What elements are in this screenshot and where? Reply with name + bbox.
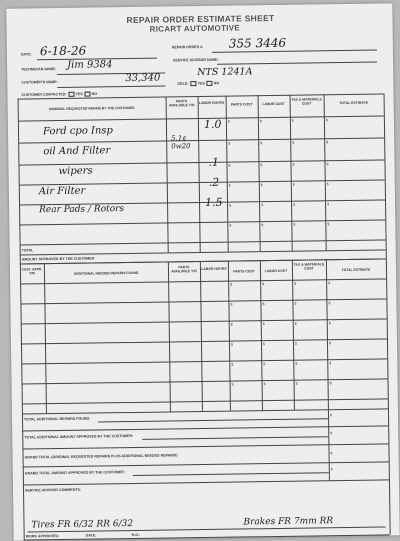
table-row: Air Filter <box>38 185 86 198</box>
requested-repairs-table: ORIGINAL REQUESTED REPAIR BY THE CUSTOMER PARTS AVAILABLE Y/N LABOR HOURS PARTS COST LABOR COST TAX & MATERIALS COST TOTAL ESTIMATE Ford cpo Insp 1.0 oil And Filter 5.1¢ 0w20 wipers .1 Air Filter .2 Rear Pads / Rotors 1.5 $ $ $ $ $ $ $ $ $ $ $ $ $ $ $ $ $ $ $ $ $ $ $ $ TOTAL AMOUNT APPROVED BY THE CUSTOMER <box>6 3 392 8</box>
col-total-estimate: TOTAL ESTIMATE <box>339 100 369 106</box>
service-advisor-value: NTS 1241A <box>197 66 253 79</box>
col-parts-available: PARTS AVAILABLE Y/N <box>171 265 197 274</box>
col-labor-hours: LABOR HOURS <box>201 266 227 272</box>
company-name: RICART AUTOMOTIVE <box>149 23 241 34</box>
work-approved-label: WORK APPROVED: <box>25 534 60 539</box>
col-total-estimate: TOTAL ESTIMATE <box>341 267 371 273</box>
parts-available-value: 5.1¢ 0w20 <box>171 134 191 151</box>
repair-order-label: REPAIR ORDER #: <box>171 44 204 50</box>
labor-hours-value: 1.5 <box>204 195 223 209</box>
repair-order-value: 355 3446 <box>228 35 287 51</box>
sold-yes-checkbox[interactable] <box>191 81 197 86</box>
sold-field: SOLD: YES NO <box>177 81 220 86</box>
amount-approved-label: AMOUNT APPROVED BY THE CUSTOMER <box>21 256 95 262</box>
additional-repairs-table: CUST. APPR. Y/N ADDITIONAL NEEDED REPAIRS FOUND PARTS AVAILABLE Y/N LABOR HOURS PARTS COST LABOR COST TAX & MATERIALS COST TOTAL ESTIMATE $ $ $ $ $ $ $ $ $ $ $ $ $ $ $ $ $ $ $ $ $ $ $ $ <box>6 3 392 8</box>
work-approved-ro-label: R.O.: <box>131 532 141 538</box>
contacted-no-checkbox[interactable] <box>85 92 91 97</box>
contacted-yes-checkbox[interactable] <box>68 92 74 97</box>
labor-hours-value: 1.0 <box>203 117 222 131</box>
technician-value: Jim 9384 <box>67 59 113 71</box>
grand-total-approved-label: GRAND TOTAL AMOUNT APPROVED BY THE CUSTOMER: <box>24 470 126 476</box>
col-tax-materials: TAX & MATERIALS COST <box>293 262 325 271</box>
col-parts-cost: PARTS COST <box>233 269 255 274</box>
col-labor-cost: LABOR COST <box>264 268 288 274</box>
date-label: DATE: <box>20 52 32 57</box>
customer-name-label: CUSTOMER'S NAME: <box>21 80 58 85</box>
date-value: 6-18-26 <box>39 43 87 59</box>
labor-hours-value: .2 <box>208 175 220 189</box>
totals-section: TOTAL ADDITIONAL REPAIRS FOUND: $ TOTAL ADDITIONAL AMOUNT APPROVED BY THE CUSTOMER: $ GRAND TOTAL (ORIGINAL REQUESTED REPAIRS PLUS ADDITIONAL NEEDED REPAIRS) $ GRAND TOTAL AMOUNT APPROVED BY THE CUSTOMER: $ SERVICE ADVISOR COMMENTS: Tires FR 6/32 RR 6/32 Brakes FR 7mm RR WORK APPROVED: DATE: R.O.: <box>6 3 392 8</box>
col-labor-cost: LABOR COST <box>262 101 285 107</box>
service-advisor-comments-label: SERVICE ADVISOR COMMENTS: <box>25 487 82 493</box>
col-parts-available: PARTS AVAILABLE Y/N <box>168 99 195 108</box>
labor-hours-value: .1 <box>208 155 220 169</box>
customer-name-value: 33,340 <box>125 72 161 85</box>
total-additional-approved-label: TOTAL ADDITIONAL AMOUNT APPROVED BY THE CUSTOMER: <box>24 433 134 440</box>
comment-brakes: Brakes FR 7mm RR <box>243 516 334 528</box>
comment-tires: Tires FR 6/32 RR 6/32 <box>31 519 134 531</box>
repair-order-estimate-sheet <box>6 3 399 540</box>
grand-total-label: GRAND TOTAL (ORIGINAL REQUESTED REPAIRS PLUS ADDITIONAL NEEDED REPAIRS) <box>24 453 178 460</box>
col-labor-hours: LABOR HOURS <box>198 100 225 106</box>
col-requested-repair: ORIGINAL REQUESTED REPAIR BY THE CUSTOMER <box>48 105 135 112</box>
service-advisor-label: SERVICE ADVISOR NAME: <box>173 57 219 63</box>
table-row: Ford cpo Insp <box>42 125 114 138</box>
sold-no-checkbox[interactable] <box>207 81 213 86</box>
table-row: oil And Filter <box>43 145 111 158</box>
col-customer-approved: CUST. APPR. Y/N <box>21 267 43 276</box>
technician-label: TECHNICIAN NAME: <box>21 67 57 72</box>
table-row: wipers <box>58 165 93 178</box>
customer-contacted-field: CUSTOMER CONTACTED: YES NO <box>21 91 98 97</box>
total-additional-label: TOTAL ADDITIONAL REPAIRS FOUND: <box>24 416 91 422</box>
total-label: TOTAL <box>21 248 34 253</box>
col-tax-materials: TAX & MATERIALS COST <box>291 97 322 106</box>
work-approved-date-label: DATE: <box>85 533 97 538</box>
sheet-title: REPAIR ORDER ESTIMATE SHEET <box>126 12 275 26</box>
col-parts-cost: PARTS COST <box>230 102 253 107</box>
table-row: Rear Pads / Rotors <box>39 204 125 216</box>
col-additional-needed: ADDITIONAL NEEDED REPAIRS FOUND <box>73 270 139 276</box>
